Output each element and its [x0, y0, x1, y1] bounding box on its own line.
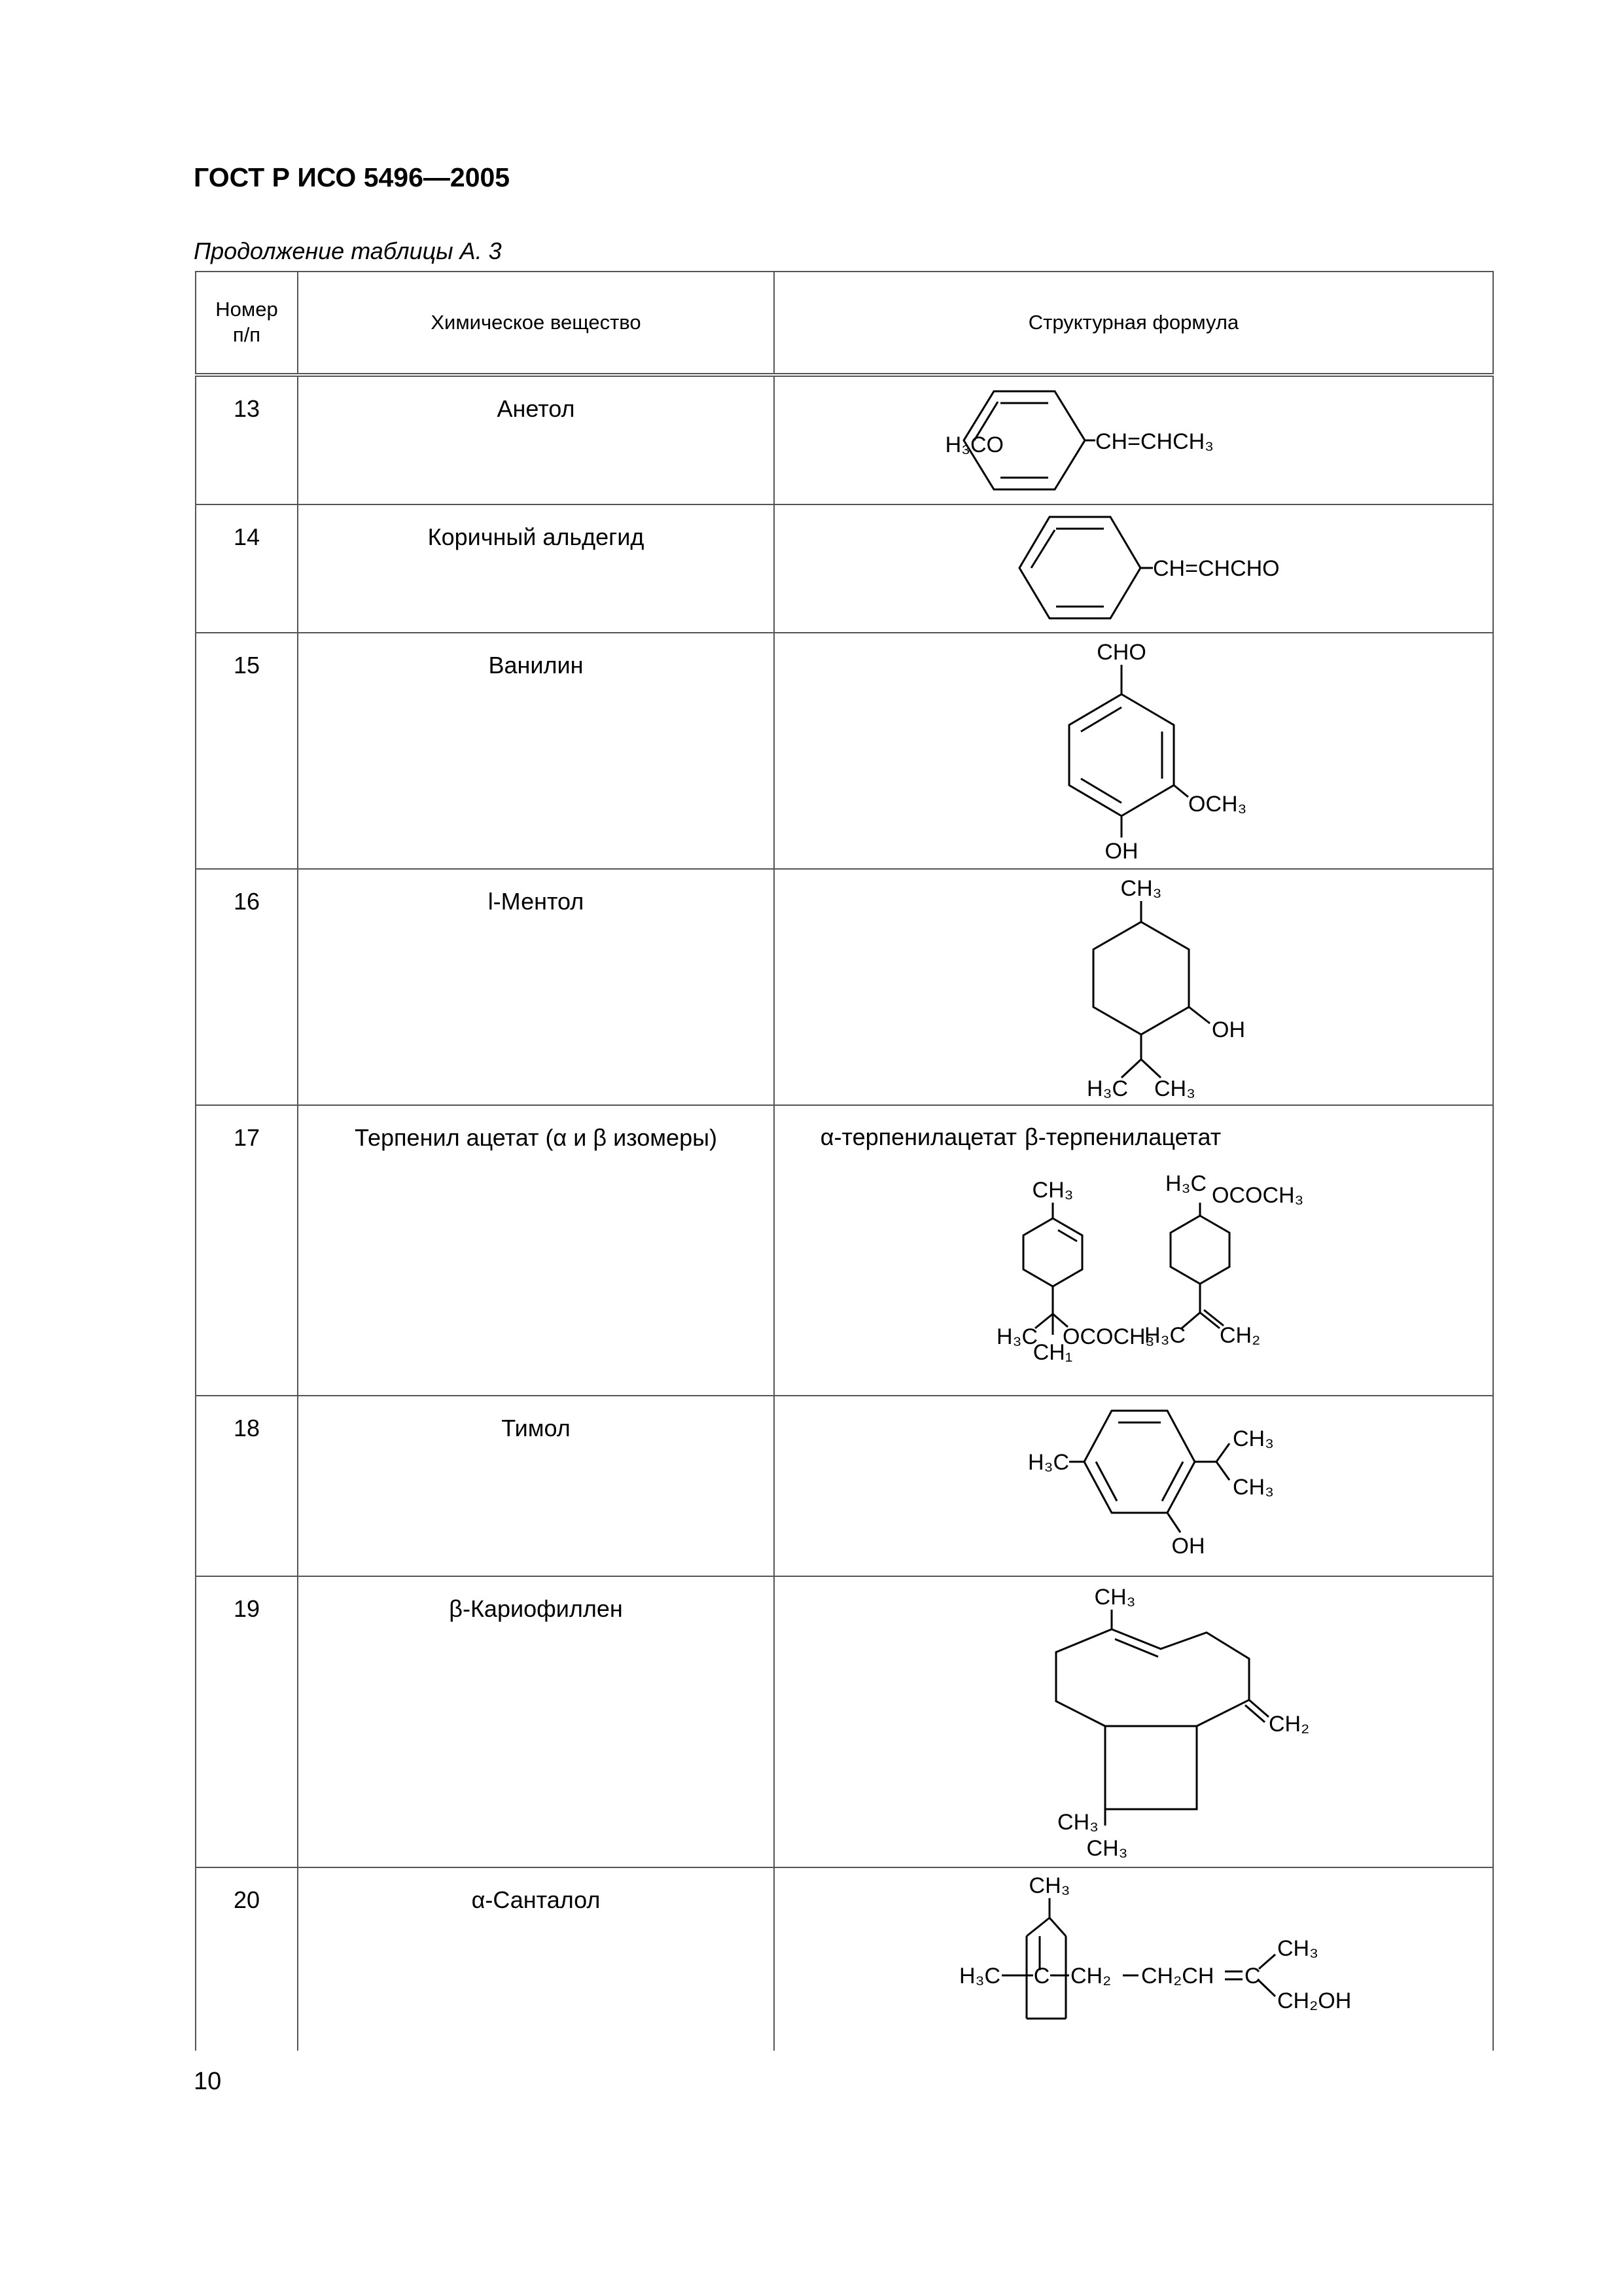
- substance-name: β-Кариофиллен: [298, 1576, 774, 1867]
- label-isopropyl-top: CH₃: [1233, 1426, 1274, 1451]
- caption-alpha-terpinyl-acetate: α-терпенилацетат: [820, 1123, 1017, 1150]
- column-header-formula: Структурная формула: [774, 272, 1493, 375]
- table-row: [196, 504, 1493, 633]
- table-continuation-caption: Продолжение таблицы А. 3: [194, 238, 502, 264]
- ring-left-chain: [1056, 1629, 1112, 1726]
- label-methoxy: H₃CO: [945, 433, 1004, 457]
- row-number: 15: [196, 633, 298, 869]
- terpinyl-acetate-structure-drawing: [775, 1106, 1494, 1394]
- table-row: [196, 1396, 1493, 1576]
- anethole-structure-drawing: [775, 377, 1494, 504]
- table-row: [196, 869, 1493, 1105]
- table-row: [196, 375, 1493, 504]
- label-propenal: CH=CHCHO: [1153, 556, 1280, 581]
- label-hydroxyl: OH: [1171, 1534, 1205, 1559]
- table-row: [196, 1867, 1493, 2051]
- column-header-number: Номер п/п: [196, 272, 298, 375]
- table-row: [196, 633, 1493, 869]
- compounds-table: [195, 271, 1494, 2051]
- benzene-ring: [1069, 694, 1174, 816]
- row-number: 17: [196, 1105, 298, 1396]
- label-hydroxyl: OH: [1212, 1017, 1245, 1042]
- label-isopropyl-bottom: CH₃: [1233, 1475, 1274, 1500]
- label-methyl: H₃C: [1028, 1450, 1069, 1475]
- label-beta-methylene: CH₂: [1220, 1323, 1261, 1348]
- label-ch2: CH₂: [1070, 1964, 1112, 1988]
- label-alpha-methyl: CH₃: [1032, 1178, 1074, 1203]
- label-carbon: C: [1033, 1964, 1050, 1988]
- label-aldehyde: CHO: [1097, 640, 1146, 665]
- substance-name: Тимол: [298, 1396, 774, 1576]
- table-header-row: [196, 272, 1493, 375]
- structural-formula-caryophyllene: [774, 1576, 1493, 1867]
- thymol-structure-drawing: [775, 1396, 1494, 1576]
- row-number: 19: [196, 1576, 298, 1867]
- benzene-ring: [1019, 517, 1140, 618]
- cyclohexane-ring: [1093, 922, 1189, 1034]
- label-carbon-2: C: [1244, 1964, 1261, 1988]
- label-methyl-a: CH₃: [1057, 1810, 1099, 1835]
- label-beta-h3c: H₃C: [1165, 1171, 1207, 1196]
- substance-name: Коричный альдегид: [298, 504, 774, 633]
- structural-formula-cinnamaldehyde: [774, 504, 1493, 633]
- label-beta-acetate: OCOCH₃: [1212, 1183, 1304, 1208]
- row-number: 14: [196, 504, 298, 633]
- structural-formula-thymol: [774, 1396, 1493, 1576]
- label-isopropyl-left: H₃C: [1087, 1076, 1128, 1101]
- ring-right-chain: [1112, 1629, 1249, 1726]
- substance-name: l-Ментол: [298, 869, 774, 1105]
- santalol-structure-drawing: [775, 1868, 1494, 2050]
- structural-formula-anethole: [774, 375, 1493, 504]
- document-header: ГОСТ Р ИСО 5496—2005: [194, 162, 510, 192]
- page-number: 10: [194, 2068, 222, 2095]
- row-number: 16: [196, 869, 298, 1105]
- caption-beta-terpinyl-acetate: β-терпенилацетат: [1025, 1123, 1222, 1150]
- table-row: [196, 1105, 1493, 1396]
- label-h3c: H₃C: [959, 1964, 1000, 1988]
- substance-name: α-Санталол: [298, 1867, 774, 2051]
- alpha-cyclohexene-ring: [1023, 1218, 1082, 1286]
- table-row: [196, 1576, 1493, 1867]
- label-methyl-top: CH₃: [1029, 1873, 1070, 1898]
- label-methylene: CH₂: [1269, 1712, 1310, 1737]
- vanillin-structure-drawing: [775, 633, 1494, 868]
- label-alpha-ch1: CH₁: [1033, 1340, 1073, 1365]
- label-propenyl: CH=CHCH₃: [1095, 429, 1214, 454]
- label-methoxy: OCH₃: [1188, 792, 1247, 817]
- label-hydroxymethyl: CH₂OH: [1277, 1988, 1352, 2013]
- label-methyl-b: CH₃: [1086, 1836, 1128, 1861]
- structural-formula-terpinyl-acetate: [774, 1105, 1493, 1396]
- row-number: 20: [196, 1867, 298, 2051]
- label-methyl-top: CH₃: [1094, 1585, 1136, 1610]
- caryophyllene-structure-drawing: [775, 1577, 1494, 1866]
- menthol-structure-drawing: [775, 870, 1494, 1104]
- cinnamaldehyde-structure-drawing: [775, 505, 1494, 632]
- substance-name: Ванилин: [298, 633, 774, 869]
- row-number: 18: [196, 1396, 298, 1576]
- row-number: 13: [196, 375, 298, 504]
- label-alpha-acetate: OCOCH₃: [1063, 1324, 1155, 1349]
- structural-formula-menthol: [774, 869, 1493, 1105]
- label-alpha-h3c: H₃C: [997, 1324, 1038, 1349]
- label-ch2ch: CH₂CH: [1141, 1964, 1214, 1988]
- benzene-ring: [1084, 1411, 1195, 1513]
- label-hydroxyl: OH: [1104, 839, 1139, 864]
- structural-formula-santalol: [774, 1867, 1493, 2051]
- label-beta-h3c-bottom: H₃C: [1144, 1323, 1186, 1348]
- substance-name: Анетол: [298, 375, 774, 504]
- structural-formula-vanillin: [774, 633, 1493, 869]
- label-methyl-right: CH₃: [1277, 1936, 1318, 1961]
- cyclobutane-ring: [1105, 1726, 1197, 1809]
- label-methyl: CH₃: [1120, 876, 1162, 901]
- beta-cyclohexane-ring: [1171, 1216, 1229, 1284]
- substance-name: Терпенил ацетат (α и β изомеры): [298, 1105, 774, 1396]
- label-isopropyl-right: CH₃: [1154, 1076, 1195, 1101]
- column-header-substance: Химическое вещество: [298, 272, 774, 375]
